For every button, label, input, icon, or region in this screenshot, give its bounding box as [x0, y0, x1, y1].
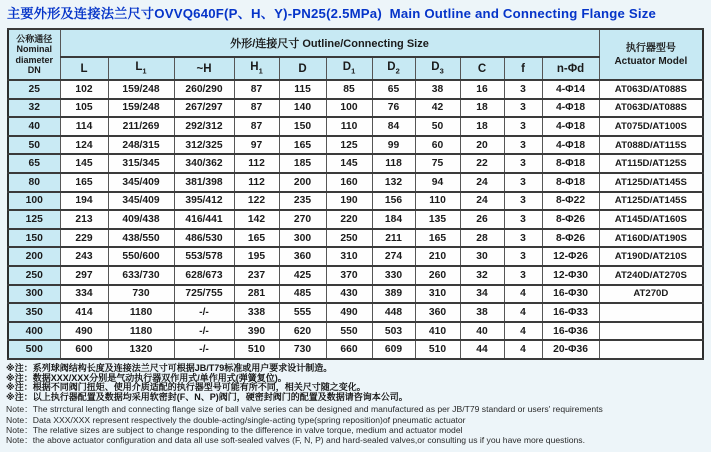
dim-cell: 145	[326, 154, 372, 173]
dim-cell: 3	[504, 229, 542, 248]
dim-cell: 730	[279, 340, 326, 359]
dim-cell: 389	[372, 285, 415, 304]
dim-cell: 115	[279, 80, 326, 99]
note-en-line: Note：The relative sizes are subject to change responding to the difference in valve torque, medium and actuator model	[6, 424, 463, 435]
dim-cell: 555	[279, 303, 326, 322]
dim-cell: 165	[279, 136, 326, 155]
dim-cell: 30	[460, 247, 504, 266]
col-header-nd: n-Φd	[542, 57, 599, 80]
dim-cell: 220	[326, 210, 372, 229]
dim-cell: 28	[460, 229, 504, 248]
dim-cell: 430	[326, 285, 372, 304]
note-en-line: Note：Data XXX/XXX represent respectively the double-acting/single-acting type(spring reposition)of pneumatic actuator	[6, 414, 466, 425]
dim-cell: 211/269	[108, 117, 174, 136]
note-cn-line: ※注：以上执行器配置及数据均采用软密封(F、N、P)阀门，硬密封阀门的配置及数据请咨询本公司。	[6, 391, 408, 402]
dim-cell: 122	[234, 192, 279, 211]
corner-line-cn: 公称通径	[16, 33, 53, 44]
page-title: 主要外形及连接法兰尺寸OVVQ640F(P、H、Y)-PN25(2.5MPa) Main Outline and Connecting Flange Size	[7, 6, 657, 21]
note-cn-line: ※注：数据XXX/XXX分别是气动执行器双作用式/单作用式(弹簧复位)。	[6, 372, 287, 383]
dim-cell: 160	[326, 173, 372, 192]
header-row-columns	[8, 57, 703, 80]
dim-cell: 338	[234, 303, 279, 322]
dim-cell: 609	[372, 340, 415, 359]
dim-cell: 18	[460, 99, 504, 118]
dim-cell: 42	[415, 99, 460, 118]
dim-cell: 20	[460, 136, 504, 155]
dim-cell: 24	[460, 192, 504, 211]
dim-cell: 4	[504, 340, 542, 359]
dim-cell: 292/312	[174, 117, 234, 136]
dim-cell: 135	[415, 210, 460, 229]
dim-cell: 94	[415, 173, 460, 192]
dim-cell: 312/325	[174, 136, 234, 155]
dim-cell: 185	[279, 154, 326, 173]
dim-cell: 340/362	[174, 154, 234, 173]
dim-cell: 274	[372, 247, 415, 266]
dim-cell: 633/730	[108, 266, 174, 285]
dn-cell: 350	[8, 303, 60, 322]
dim-cell: 3	[504, 80, 542, 99]
dim-cell: 8-Φ18	[542, 173, 599, 192]
dim-cell: 142	[234, 210, 279, 229]
dn-cell: 100	[8, 192, 60, 211]
actuator-cell: AT240D/AT270S	[599, 266, 703, 285]
actuator-header-cn: 执行器型号	[625, 42, 676, 54]
dim-cell: 300	[279, 229, 326, 248]
dim-cell: 8-Φ26	[542, 229, 599, 248]
dim-cell: 4-Φ18	[542, 99, 599, 118]
note-cn-line: ※注：系列球阀结构长度及连接法兰尺寸可根据JB/T79标准或用户要求设计制造。	[6, 362, 333, 373]
dim-cell: 200	[279, 173, 326, 192]
dim-cell: 97	[234, 136, 279, 155]
dim-cell: 3	[504, 210, 542, 229]
dim-cell: 38	[460, 303, 504, 322]
dim-cell: 110	[326, 117, 372, 136]
dn-cell: 25	[8, 80, 60, 99]
actuator-model-header	[599, 29, 703, 80]
dim-cell: 24	[460, 173, 504, 192]
dn-cell: 150	[8, 229, 60, 248]
dim-cell: 315/345	[108, 154, 174, 173]
col-header-l1: $L_1$	[108, 57, 174, 80]
dim-cell: 503	[372, 322, 415, 341]
dim-cell: 550	[326, 322, 372, 341]
note-en-line: Note：The strrctural length and connecting flange size of ball valve series can be designed and manufactured as per JB/T79 standard or users' requirements	[6, 404, 603, 415]
dim-cell: 40	[460, 322, 504, 341]
dim-cell: 360	[279, 247, 326, 266]
dim-cell: 12-Φ30	[542, 266, 599, 285]
dim-cell: 270	[279, 210, 326, 229]
footnotes	[6, 364, 711, 446]
dim-cell: 248/315	[108, 136, 174, 155]
dim-cell: -/-	[174, 303, 234, 322]
table-row	[8, 229, 703, 248]
dim-cell: 4	[504, 303, 542, 322]
dim-cell: 50	[415, 117, 460, 136]
dim-cell: 267/297	[174, 99, 234, 118]
dim-cell: 12-Φ26	[542, 247, 599, 266]
dim-cell: 150	[279, 117, 326, 136]
dim-cell: 16-Φ33	[542, 303, 599, 322]
dim-cell: 8-Φ22	[542, 192, 599, 211]
actuator-cell: AT125D/AT145S	[599, 192, 703, 211]
dim-cell: 4-Φ18	[542, 136, 599, 155]
col-header-d: D	[279, 57, 326, 80]
dim-cell: 395/412	[174, 192, 234, 211]
dim-cell: 628/673	[174, 266, 234, 285]
corner-line-nominal: Nominal	[16, 44, 52, 54]
dim-cell: 235	[279, 192, 326, 211]
table-row	[8, 80, 703, 99]
dim-cell: 297	[60, 266, 108, 285]
dim-cell: 165	[415, 229, 460, 248]
dim-cell: 156	[372, 192, 415, 211]
col-header-d3: $D_3$	[415, 57, 460, 80]
dim-cell: 87	[234, 117, 279, 136]
dn-cell: 250	[8, 266, 60, 285]
dim-cell: 102	[60, 80, 108, 99]
dim-cell: 211	[372, 229, 415, 248]
actuator-cell: AT270D	[599, 285, 703, 304]
dim-cell: 416/441	[174, 210, 234, 229]
dim-cell: 87	[234, 99, 279, 118]
dim-cell: 20-Φ36	[542, 340, 599, 359]
table-row	[8, 303, 703, 322]
dn-cell: 40	[8, 117, 60, 136]
dim-cell: 414	[60, 303, 108, 322]
dim-cell: 85	[326, 80, 372, 99]
dim-cell: 510	[234, 340, 279, 359]
dim-cell: 237	[234, 266, 279, 285]
corner-line-dn: DN	[27, 65, 41, 75]
dim-cell: 438/550	[108, 229, 174, 248]
actuator-cell: AT088D/AT115S	[599, 136, 703, 155]
col-header-l: L	[60, 57, 108, 80]
actuator-cell: AT125D/AT145S	[599, 173, 703, 192]
dim-cell: 118	[372, 154, 415, 173]
dim-cell: 84	[372, 117, 415, 136]
dim-cell: 105	[60, 99, 108, 118]
dim-cell: 165	[60, 173, 108, 192]
actuator-cell: AT190D/AT210S	[599, 247, 703, 266]
dim-cell: 32	[460, 266, 504, 285]
dim-cell: 490	[326, 303, 372, 322]
dim-cell: 75	[415, 154, 460, 173]
dn-cell: 32	[8, 99, 60, 118]
dim-cell: 16-Φ36	[542, 322, 599, 341]
table-row	[8, 322, 703, 341]
corner-line-diameter: diameter	[15, 54, 54, 65]
dim-cell: 190	[326, 192, 372, 211]
dim-cell: 345/409	[108, 192, 174, 211]
dim-cell: 60	[415, 136, 460, 155]
dim-cell: 281	[234, 285, 279, 304]
dim-cell: 660	[326, 340, 372, 359]
table-row	[8, 285, 703, 304]
dim-cell: 381/398	[174, 173, 234, 192]
dim-cell: 159/248	[108, 99, 174, 118]
dim-cell: 425	[279, 266, 326, 285]
dim-cell: 3	[504, 173, 542, 192]
dim-cell: 510	[415, 340, 460, 359]
actuator-cell: AT145D/AT160S	[599, 210, 703, 229]
actuator-cell	[599, 322, 703, 341]
dim-cell: 3	[504, 192, 542, 211]
table-row	[8, 136, 703, 155]
dim-cell: 34	[460, 285, 504, 304]
dim-cell: 110	[415, 192, 460, 211]
dim-cell: 65	[372, 80, 415, 99]
dim-cell: 490	[60, 322, 108, 341]
dim-cell: 26	[460, 210, 504, 229]
actuator-cell: AT115D/AT125S	[599, 154, 703, 173]
dn-cell: 80	[8, 173, 60, 192]
table-row	[8, 192, 703, 211]
dim-cell: 124	[60, 136, 108, 155]
dim-cell: 112	[234, 154, 279, 173]
col-header-f: f	[504, 57, 542, 80]
dim-cell: 310	[415, 285, 460, 304]
header-row-group	[8, 29, 703, 57]
col-header-h: ~H	[174, 57, 234, 80]
dim-cell: 370	[326, 266, 372, 285]
dim-cell: 159/248	[108, 80, 174, 99]
dim-cell: 38	[415, 80, 460, 99]
dim-cell: 360	[415, 303, 460, 322]
note-en-line: Note：the above actuator configuration and data all use soft-sealed valves (F, N, P) and hard-sealed valves,or consulting us if you have more questions.	[6, 435, 585, 446]
dim-cell: 4	[504, 322, 542, 341]
dim-cell: 22	[460, 154, 504, 173]
dim-cell: 1320	[108, 340, 174, 359]
dim-cell: 3	[504, 117, 542, 136]
corner-header-dn	[8, 29, 60, 80]
dim-cell: 99	[372, 136, 415, 155]
dim-cell: 3	[504, 154, 542, 173]
table-row	[8, 247, 703, 266]
dim-cell: 485	[279, 285, 326, 304]
dim-cell: 112	[234, 173, 279, 192]
dim-cell: 334	[60, 285, 108, 304]
dim-cell: 87	[234, 80, 279, 99]
table-row	[8, 340, 703, 359]
dim-cell: 18	[460, 117, 504, 136]
dim-cell: 194	[60, 192, 108, 211]
dim-cell: 330	[372, 266, 415, 285]
dim-cell: 3	[504, 99, 542, 118]
dim-cell: 310	[326, 247, 372, 266]
dim-cell: 184	[372, 210, 415, 229]
dim-cell: 410	[415, 322, 460, 341]
dn-cell: 50	[8, 136, 60, 155]
dim-cell: 140	[279, 99, 326, 118]
dim-cell: 260	[415, 266, 460, 285]
dim-cell: 16-Φ30	[542, 285, 599, 304]
dim-cell: 730	[108, 285, 174, 304]
dim-cell: 448	[372, 303, 415, 322]
table-row	[8, 210, 703, 229]
dim-cell: -/-	[174, 340, 234, 359]
actuator-cell: AT063D/AT088S	[599, 99, 703, 118]
dim-cell: 4-Φ14	[542, 80, 599, 99]
dim-cell: 486/530	[174, 229, 234, 248]
dim-cell: 8-Φ18	[542, 154, 599, 173]
footnotes-english	[6, 404, 711, 445]
dim-cell: 1180	[108, 303, 174, 322]
dim-cell: 210	[415, 247, 460, 266]
dn-cell: 300	[8, 285, 60, 304]
dim-cell: 76	[372, 99, 415, 118]
dim-cell: 725/755	[174, 285, 234, 304]
col-header-c: C	[460, 57, 504, 80]
dn-cell: 200	[8, 247, 60, 266]
dim-cell: 4-Φ18	[542, 117, 599, 136]
note-cn-line: ※注：根据不同阀门扭矩、使用介质适配的执行器型号可能有所不同，相关尺寸随之变化。	[6, 382, 366, 393]
dim-cell: 114	[60, 117, 108, 136]
table-row	[8, 117, 703, 136]
actuator-cell: AT075D/AT100S	[599, 117, 703, 136]
dim-cell: 229	[60, 229, 108, 248]
dim-cell: 165	[234, 229, 279, 248]
dim-cell: 213	[60, 210, 108, 229]
group-header-outline: 外形/连接尺寸 Outline/Connecting Size	[60, 29, 599, 57]
dim-cell: 550/600	[108, 247, 174, 266]
footnotes-chinese	[6, 364, 711, 402]
dim-cell: 16	[460, 80, 504, 99]
table-row	[8, 154, 703, 173]
dim-cell: 260/290	[174, 80, 234, 99]
dimension-table	[7, 28, 704, 360]
dim-cell: 3	[504, 266, 542, 285]
col-header-h1: $H_1$	[234, 57, 279, 80]
table-row	[8, 173, 703, 192]
actuator-cell	[599, 340, 703, 359]
dn-cell: 500	[8, 340, 60, 359]
dim-cell: 620	[279, 322, 326, 341]
dim-cell: 243	[60, 247, 108, 266]
dim-cell: 3	[504, 247, 542, 266]
table-row	[8, 99, 703, 118]
dim-cell: 390	[234, 322, 279, 341]
dn-cell: 400	[8, 322, 60, 341]
dim-cell: 195	[234, 247, 279, 266]
actuator-cell: AT160D/AT190S	[599, 229, 703, 248]
dim-cell: 125	[326, 136, 372, 155]
col-header-d1: $D_1$	[326, 57, 372, 80]
dim-cell: 250	[326, 229, 372, 248]
dim-cell: 4	[504, 285, 542, 304]
dim-cell: 100	[326, 99, 372, 118]
actuator-cell	[599, 303, 703, 322]
actuator-header-en: Actuator Model	[614, 55, 688, 67]
dim-cell: 409/438	[108, 210, 174, 229]
table-row	[8, 266, 703, 285]
dim-cell: 1180	[108, 322, 174, 341]
dn-cell: 65	[8, 154, 60, 173]
dim-cell: -/-	[174, 322, 234, 341]
dim-cell: 132	[372, 173, 415, 192]
dim-cell: 44	[460, 340, 504, 359]
dn-cell: 125	[8, 210, 60, 229]
col-header-d2: $D_2$	[372, 57, 415, 80]
dim-cell: 553/578	[174, 247, 234, 266]
dim-cell: 345/409	[108, 173, 174, 192]
dim-cell: 8-Φ26	[542, 210, 599, 229]
dim-cell: 600	[60, 340, 108, 359]
dim-cell: 3	[504, 136, 542, 155]
actuator-cell: AT063D/AT088S	[599, 80, 703, 99]
dim-cell: 145	[60, 154, 108, 173]
